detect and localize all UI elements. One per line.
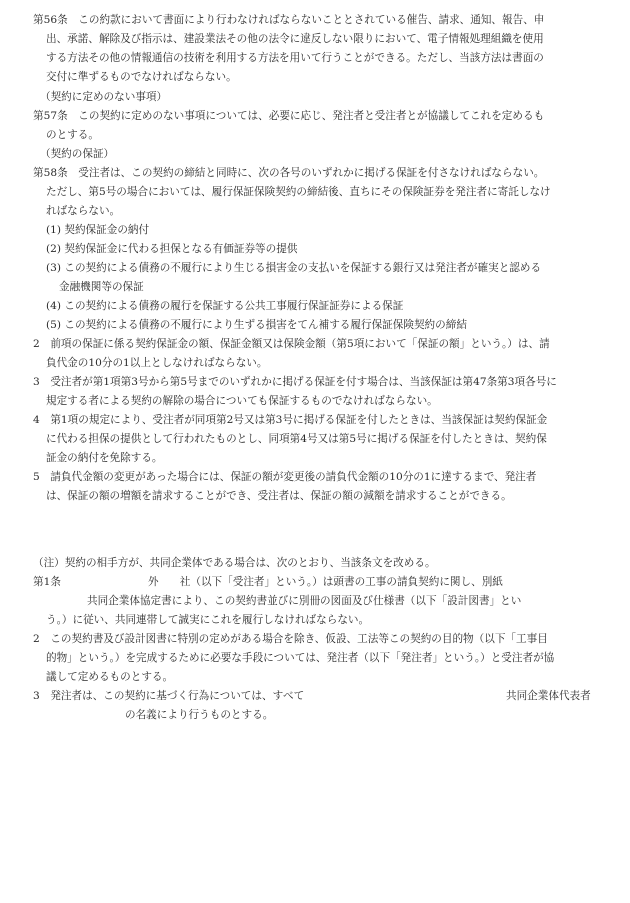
article58-item-4: (4) この契約による債務の履行を保証する公共工事履行保証証券による保証: [46, 300, 404, 312]
note-para-3-line-2: の名義により行うものとする。: [125, 709, 274, 721]
article58-line-3: ればならない。: [46, 205, 121, 217]
article58-para-3-line-2: 規定する者による契約の解除の場合についても保証するものでなければならない。: [46, 395, 438, 407]
article57-line-1: 第57条 この契約に定めのない事項については、必要に応じ、発注者と受注者とが協議してこれを定めるも: [33, 110, 545, 122]
article56-line-1: 第56条 この約款において書面により行わなければならないこととされている催告、請求、通知、報告、申: [33, 14, 545, 26]
article56-line-3: する方法その他の情報通信の技術を利用する方法を用いて行うことができる。ただし、当該方法は書面の: [46, 52, 544, 64]
article58-item-3: (3) この契約による債務の不履行により生じる損害金の支払いを保証する銀行又は発注者が確実と認める: [46, 262, 542, 274]
article56-line-4: 交付に準ずるものでなければならない。: [46, 71, 237, 83]
note-article1-line-3: う。）に従い、共同連帯して誠実にこれを履行しなければならない。: [46, 614, 370, 626]
article56-line-2: 出、承諾、解除及び指示は、建設業法その他の法令に違反しない限りにおいて、電子情報処理組織を使用: [46, 33, 544, 45]
note-para-3-representative: 共同企業体代表者: [506, 690, 591, 702]
note-para-2-line-1: 2 この契約書及び設計図書に特別の定めがある場合を除き、仮設、工法等この契約の目的物（以下「工事目: [33, 633, 548, 645]
note-para-3-line-1: 3 発注者は、この契約に基づく行為については、すべて: [33, 690, 305, 702]
article58-line-1: 第58条 受注者は、この契約の締結と同時に、次の各号のいずれかに掲げる保証を付さなければならない。: [33, 167, 545, 179]
article58-para-3-line-1: 3 受注者が第1項第3号から第5号までのいずれかに掲げる保証を付す場合は、当該保証は第47条第3項各号に: [33, 376, 557, 388]
article58-heading: （契約の保証）: [40, 148, 115, 160]
article57-heading: （契約に定めのない事項）: [40, 91, 168, 103]
article57-line-2: のとする。: [46, 129, 99, 141]
note-article1-label: 第1条: [33, 576, 61, 588]
article58-para-5-line-2: は、保証の額の増額を請求することができ、受注者は、保証の額の減額を請求することができる。: [46, 490, 512, 502]
article58-para-4-line-1: 4 第1項の規定により、受注者が同項第2号又は第3号に掲げる保証を付したときは、当該保証は契約保証金: [33, 414, 548, 426]
note-para-2-line-2: 的物」という。）を完成するために必要な手段については、発注者（以下「発注者」という。）と受注者が協: [46, 652, 555, 664]
article58-para-2-line-2: 負代金の10分の1以上としなければならない。: [46, 357, 268, 369]
article58-item-3-cont: 金融機関等の保証: [59, 281, 144, 293]
article58-para-4-line-2: に代わる担保の提供として行われたものとし、同項第4号又は第5号に掲げる保証を付したときは、契約保: [46, 433, 547, 445]
article58-para-2-line-1: 2 前項の保証に係る契約保証金の額、保証金額又は保険金額（第5項において「保証の額」という。）は、請: [33, 338, 550, 350]
note-para-2-line-3: 議して定めるものとする。: [46, 671, 174, 683]
article58-item-1: (1) 契約保証金の納付: [46, 224, 150, 236]
article58-para-4-line-3: 証金の納付を免除する。: [46, 452, 163, 464]
note-article1-line-1: 外 社（以下「受注者」という。）は頭書の工事の請負契約に関し、別紙: [148, 576, 503, 588]
article58-item-5: (5) この契約による債務の不履行により生ずる損害をてん補する履行保証保険契約の締結: [46, 319, 467, 331]
note-article1-line-2: 共同企業体協定書により、この契約書並びに別冊の図面及び仕様書（以下「設計図書」とい: [87, 595, 522, 607]
article58-item-2: (2) 契約保証金に代わる担保となる有価証券等の提供: [46, 243, 298, 255]
article58-para-5-line-1: 5 請負代金額の変更があった場合には、保証の額が変更後の請負代金額の10分の1に達するまで、発注者: [33, 471, 537, 483]
article58-line-2: ただし、第5号の場合においては、履行保証保険契約の締結後、直ちにその保険証券を発注者に寄託しなけ: [46, 186, 551, 198]
note-heading: （注）契約の相手方が、共同企業体である場合は、次のとおり、当該条文を改める。: [33, 557, 436, 569]
